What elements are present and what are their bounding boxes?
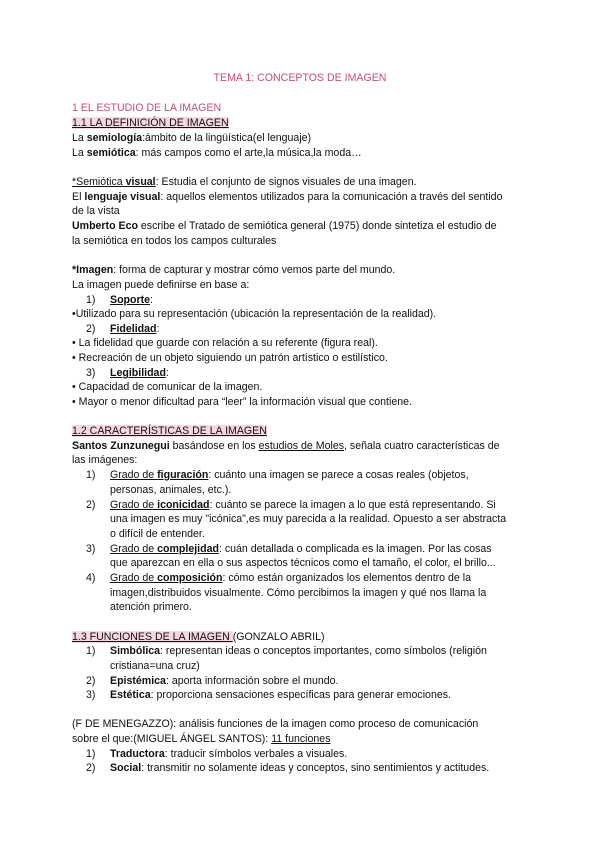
text: sobre el que:(MIGUEL ÁNGEL SANTOS): <box>72 733 272 745</box>
subsection-heading-text: 1.2 CARACTERÍSTICAS DE LA IMAGEN <box>72 425 267 437</box>
text: : representan ideas o conceptos importantes, como símbolos (religión <box>160 645 487 657</box>
term: iconicidad <box>157 499 210 511</box>
list-item: 2) Fidelidad: <box>86 323 160 335</box>
term: Santos Zunzunegui <box>72 440 170 452</box>
term: Umberto Eco <box>72 220 138 232</box>
list-item-cont: personas, animales, etc.). <box>110 484 232 496</box>
list-item-cont: atención primero. <box>110 601 192 613</box>
term: *Imagen <box>72 264 114 276</box>
subsection-heading <box>72 630 325 644</box>
term: lenguaje visual <box>84 191 161 203</box>
text: basándose en los <box>169 440 259 452</box>
text-line: (F DE MENEGAZZO): análisis funciones de la imagen como proceso de comunicación <box>72 718 479 730</box>
text-line: las imágenes: <box>72 454 138 466</box>
text: : transmitir no solamente ideas y conceptos, sino sentimientos y actitudes. <box>141 762 490 774</box>
list-item-cont: una imagen es muy "icónica",es muy parecida a la realidad. Opuesto a ser abstracta <box>110 513 507 525</box>
text: La <box>72 147 87 159</box>
text: : aquellos elementos utilizados para la comunicación a través del sentido <box>160 191 503 203</box>
text: Grado de <box>110 499 158 511</box>
list-item-cont: que aparezcan en ella o sus aspectos técnicos como el tamaño, el color, el brillo... <box>110 557 496 569</box>
list-number: 1) <box>86 748 96 760</box>
bullet-line: • Recreación de un objeto siguiendo un patrón artístico o estilístico. <box>72 352 388 364</box>
list-item <box>86 674 339 688</box>
term: Legibilidad <box>110 367 166 379</box>
list-item: 3) Legibilidad: <box>86 367 169 379</box>
page-title: TEMA 1: CONCEPTOS DE IMAGEN <box>213 72 387 84</box>
text: 11 funciones <box>271 733 331 745</box>
list-number: 2) <box>86 499 96 511</box>
term: *Semiótica <box>72 176 126 188</box>
subsection-heading-text: 1.1 LA DEFINICIÓN DE IMAGEN <box>72 117 229 129</box>
list-number: 4) <box>86 572 96 584</box>
text-line <box>72 131 311 145</box>
list-number: 2) <box>86 323 96 335</box>
bullet-line: • Capacidad de comunicar de la imagen. <box>72 381 263 393</box>
text-line <box>72 439 499 453</box>
list-item <box>86 498 496 512</box>
text-line <box>72 732 331 746</box>
term: composición <box>157 572 223 584</box>
text: estudios de Moles <box>258 440 345 452</box>
subsection-heading <box>72 116 229 130</box>
list-item <box>86 761 489 775</box>
text-line: de la vista <box>72 205 120 217</box>
bullet-line: • Mayor o menor dificultad para “leer” la información visual que contiene. <box>72 396 412 408</box>
text: Grado de <box>110 572 158 584</box>
list-item <box>86 747 347 761</box>
text: : aporta información sobre el mundo. <box>165 675 339 687</box>
text: : cuánto una imagen se parece a cosas reales (objetos, <box>208 469 469 481</box>
list-item <box>86 644 487 658</box>
list-item: 1) Soporte: <box>86 294 153 306</box>
list-item-cont: cristiana=una cruz) <box>110 660 200 672</box>
list-item <box>86 688 451 702</box>
text: : cómo están organizados los elementos dentro de la <box>222 572 471 584</box>
list-number: 1) <box>86 645 96 657</box>
list-item-cont: imagen,distribuidos visualmente. Cómo percibimos la imagen y qué nos llama la <box>110 587 487 599</box>
text: : Estudia el conjunto de signos visuales de una imagen. <box>155 176 417 188</box>
subsection-heading <box>72 424 267 438</box>
text: Grado de <box>110 469 158 481</box>
term: Social <box>110 762 142 774</box>
text-line: la semiótica en todos los campos culturales <box>72 235 277 247</box>
term: Simbólica <box>110 645 161 657</box>
text-line <box>72 219 497 233</box>
list-number: 1) <box>86 294 96 306</box>
text: escribe el Tratado de semiótica general (1975) donde sintetiza el estudio de <box>137 220 497 232</box>
text: : cuánto se parece la imagen a lo que está representando. Si <box>209 499 496 511</box>
bullet-line: • La fidelidad que guarde con relación a su referente (figura real). <box>72 337 378 349</box>
list-item-cont: o difícil de entender. <box>110 528 205 540</box>
list-number: 2) <box>86 675 96 687</box>
term: figuración <box>157 469 209 481</box>
text: :ámbito de la lingüística(el lenguaje) <box>142 132 312 144</box>
text: , señala cuatro características de <box>344 440 500 452</box>
text-line <box>72 263 395 277</box>
term: Traductora <box>110 748 165 760</box>
text: El <box>72 191 85 203</box>
term: Epistémica <box>110 675 166 687</box>
section-heading: 1 EL ESTUDIO DE LA IMAGEN <box>72 102 222 114</box>
text: : traducir símbolos verbales a visuales. <box>164 748 348 760</box>
list-item <box>86 468 469 482</box>
term: semiótica <box>86 147 136 159</box>
term: complejidad <box>157 543 219 555</box>
term: Fidelidad <box>110 323 157 335</box>
text: Grado de <box>110 543 158 555</box>
term: semiología <box>86 132 143 144</box>
list-number: 3) <box>86 367 96 379</box>
list-number: 3) <box>86 689 96 701</box>
text-line: La imagen puede definirse en base a: <box>72 279 250 291</box>
text: : proporciona sensaciones específicas para generar emociones. <box>150 689 451 701</box>
list-number: 2) <box>86 762 96 774</box>
text-line <box>72 190 502 204</box>
subsection-heading-text: 1.3 FUNCIONES DE LA IMAGEN <box>72 631 233 643</box>
text: : cuán detallada o complicada es la imagen. Por las cosas <box>218 543 492 555</box>
list-number: 3) <box>86 543 96 555</box>
term: visual <box>125 176 156 188</box>
bullet-line: •Utilizado para su representación (ubicación la representación de la realidad). <box>72 308 437 320</box>
term: Soporte <box>110 294 151 306</box>
text: : más campos como el arte,la música,la moda… <box>135 147 362 159</box>
term: Estética <box>110 689 151 701</box>
text: La <box>72 132 87 144</box>
text-line <box>72 146 362 160</box>
list-item <box>86 542 492 556</box>
text-line <box>72 175 417 189</box>
list-item <box>86 571 471 585</box>
text: : forma de capturar y mostrar cómo vemos parte del mundo. <box>113 264 396 276</box>
text: (GONZALO ABRIL) <box>232 631 325 643</box>
list-number: 1) <box>86 469 96 481</box>
